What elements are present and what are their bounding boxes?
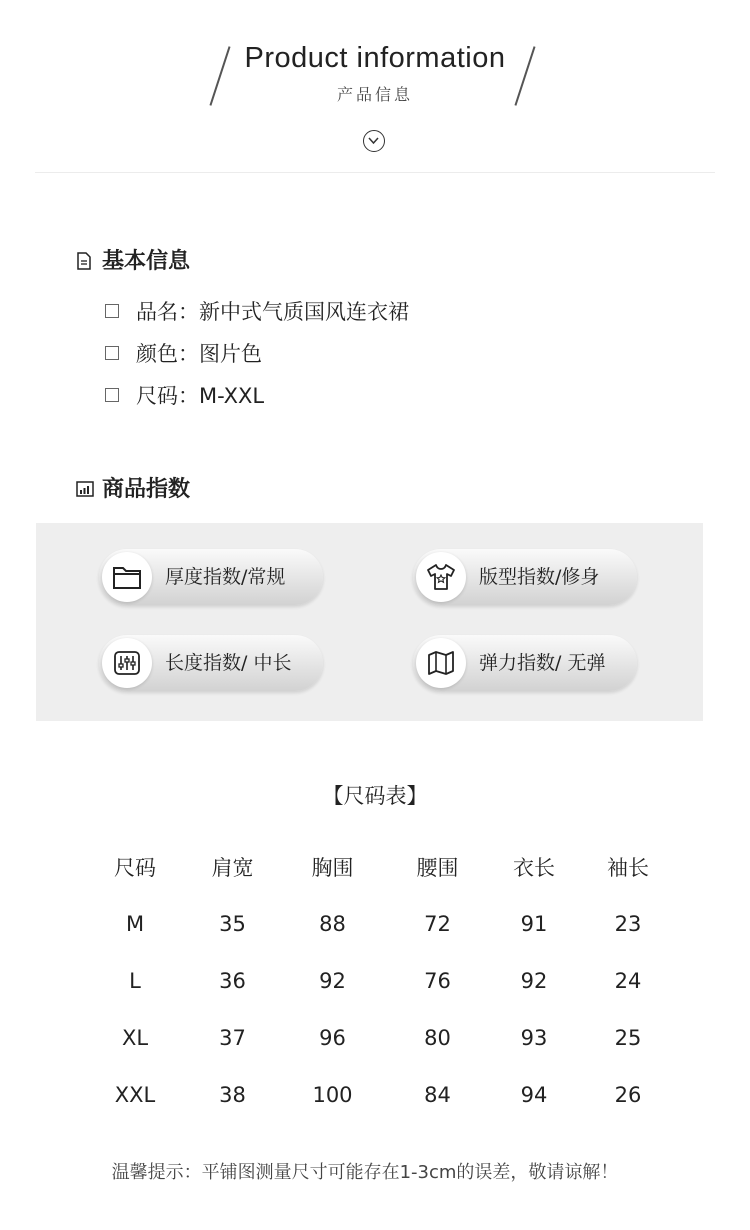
table-cell: 76 — [424, 968, 451, 993]
list-item — [105, 332, 409, 374]
table-cell: 37 — [219, 1025, 246, 1050]
table-cell: XXL — [114, 1082, 156, 1107]
table-row — [85, 895, 678, 952]
table-cell: 92 — [520, 968, 548, 993]
stretch-index-label: 弹力指数/ 无弹 — [479, 652, 606, 674]
fit-index-pill — [413, 549, 637, 605]
table-cell: 35 — [219, 911, 246, 936]
divider — [35, 172, 715, 173]
list-item — [105, 374, 409, 416]
table-header-row — [85, 838, 678, 895]
basic-info-heading — [76, 244, 190, 275]
thickness-index-pill — [99, 549, 323, 605]
tshirt-icon — [416, 552, 466, 602]
info-text: 颜色：图片色 — [136, 342, 262, 366]
checkbox — [105, 388, 119, 402]
table-cell: 38 — [219, 1082, 246, 1107]
page-header — [0, 0, 750, 175]
table-cell: 26 — [614, 1082, 642, 1107]
table-cell: 72 — [424, 911, 451, 936]
basic-info-title: 基本信息 — [102, 249, 191, 274]
column-header: 肩宽 — [211, 855, 254, 880]
checkbox — [105, 304, 119, 318]
length-index-pill — [99, 635, 323, 691]
table-cell: 91 — [520, 911, 548, 936]
info-text: 尺码：M-XXL — [136, 384, 265, 408]
checkbox — [105, 346, 119, 360]
table-cell: 100 — [312, 1082, 353, 1107]
size-table — [85, 838, 678, 1123]
table-row — [85, 952, 678, 1009]
folder-icon — [102, 552, 152, 602]
product-index-panel — [36, 523, 703, 721]
table-cell: 88 — [319, 911, 346, 936]
thickness-index-label: 厚度指数/常规 — [165, 566, 286, 588]
column-header: 腰围 — [416, 855, 459, 880]
table-cell: 25 — [614, 1025, 642, 1050]
table-cell: 96 — [319, 1025, 346, 1050]
map-icon — [416, 638, 466, 688]
table-cell: 93 — [520, 1025, 548, 1050]
page-subtitle: 产品信息 — [336, 85, 413, 104]
fit-index-label: 版型指数/修身 — [479, 566, 600, 588]
sliders-icon — [102, 638, 152, 688]
table-cell: L — [129, 968, 141, 993]
table-cell: 80 — [424, 1025, 451, 1050]
chevron-down-icon[interactable] — [363, 130, 385, 152]
size-table-title: 【尺码表】 — [322, 784, 428, 808]
table-cell: 92 — [319, 968, 346, 993]
table-cell: XL — [121, 1025, 149, 1050]
list-item — [105, 290, 409, 332]
measurement-note: 温馨提示：平铺图测量尺寸可能存在1-3cm的误差，敬请谅解！ — [111, 1162, 619, 1183]
table-cell: 94 — [520, 1082, 548, 1107]
basic-info-list — [105, 290, 409, 416]
info-text: 品名：新中式气质国风连衣裙 — [136, 300, 409, 324]
product-index-title: 商品指数 — [102, 477, 191, 502]
table-cell: 36 — [219, 968, 246, 993]
table-cell: 24 — [614, 968, 642, 993]
table-row — [85, 1009, 678, 1066]
column-header: 袖长 — [607, 855, 649, 880]
bar-chart-icon — [76, 479, 94, 497]
column-header: 胸围 — [311, 855, 354, 880]
product-index-heading — [76, 472, 190, 503]
table-cell: 23 — [614, 911, 642, 936]
table-cell: M — [125, 911, 145, 936]
table-cell: 84 — [424, 1082, 451, 1107]
length-index-label: 长度指数/ 中长 — [165, 652, 292, 674]
column-header: 衣长 — [513, 855, 555, 880]
page-title: Product information — [244, 42, 506, 74]
stretch-index-pill — [413, 635, 637, 691]
column-header: 尺码 — [114, 855, 156, 880]
table-row — [85, 1066, 678, 1123]
document-icon — [76, 251, 94, 269]
